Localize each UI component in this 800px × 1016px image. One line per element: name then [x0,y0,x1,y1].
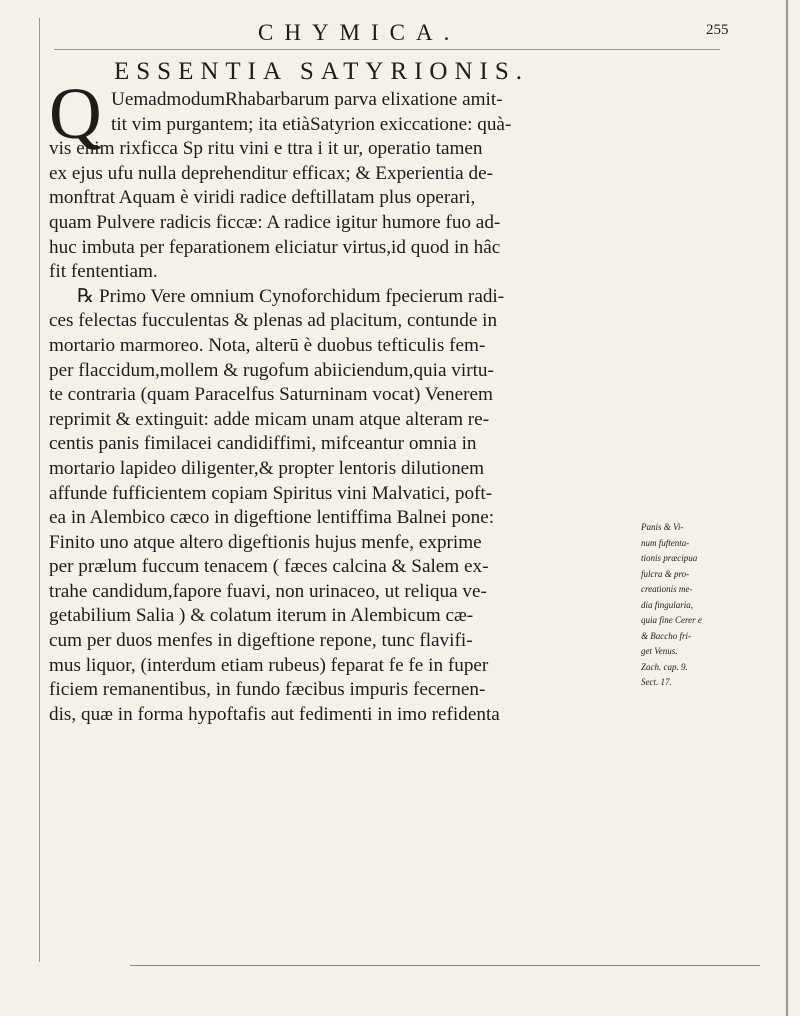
margin-note-line: get Venus. [641,646,678,656]
right-page-edge [786,0,788,1016]
body-text [49,88,631,727]
body-line: mus liquor, (interdum etiam rubeus) feparat fe fe in fuper [49,654,489,676]
body-line: per flaccidum,mollem & rugofum abiiciendum,quia virtu- [49,359,494,381]
body-line: ficiem remanentibus, in fundo fæcibus impuris fecernen- [49,679,486,701]
body-line: vis enim rixficca Sp ritu vini e ttra i it ur, operatio tamen [49,138,483,160]
page-number: 255 [706,22,729,38]
margin-note-line: dia fingularia, [641,599,694,610]
margin-note-line: tionis præcipua [641,553,698,563]
body-line: tit vim purgantem; ita etiàSatyrion exiccatione: quà- [111,113,512,135]
margin-note-line: Sect. 17. [641,677,672,687]
body-line: huc imbuta per feparationem eliciatur virtus,id quod in hâc [49,236,501,258]
margin-note-line: fulcra & pro- [641,568,690,579]
body-line: getabilium Salia ) & colatum iterum in Alembicum cæ- [49,605,474,627]
left-gutter-line [39,18,40,962]
running-header: CHYMICA. [258,20,461,45]
margin-note-line: & Baccho fri- [641,630,691,641]
body-line: fit fententiam. [49,261,158,283]
body-line: centis panis fimilacei candidiffimi, mifceantur omnia in [49,433,477,455]
header-underline [54,49,720,50]
body-line: ℞ Primo Vere omnium Cynoforchidum fpecierum radi- [77,285,505,307]
body-line: monftrat Aquam è viridi radice deftillatam plus operari, [49,187,476,209]
body-line: trahe candidum,fapore fuavi, non urinaceo, ut reliqua ve- [49,580,487,602]
body-line: quam Pulvere radicis ficcæ: A radice igitur humore fuo ad- [49,211,501,233]
body-line: UemadmodumRhabarbarum parva elixatione amit- [111,89,503,110]
body-line: mortario lapideo diligenter,& propter lentoris dilutionem [49,457,485,479]
body-line: mortario marmoreo. Nota, alterū è duobus tefticulis fem- [49,334,486,356]
body-line: per prælum fuccum tenacem ( fæces calcina & Salem ex- [49,556,489,578]
body-line: cum per duos menfes in digeftione repone, tunc flavifi- [49,630,473,652]
body-line: ex ejus ufu nulla deprehenditur efficax; & Experientia de- [49,162,493,184]
body-line: ea in Alembico cæco in digeftione lentiffima Balnei pone: [49,507,495,529]
body-line: dis, quæ in forma hypoftafis aut fedimenti in imo refidenta [49,703,500,725]
margin-note-line: creationis me- [641,584,693,594]
bottom-rule [130,965,760,966]
body-line: affunde fufficientem copiam Spiritus vini Malvatici, poft- [49,482,493,504]
section-title: ESSENTIA SATYRIONIS. [114,58,530,85]
body-line: ces felectas fucculentas & plenas ad placitum, contunde in [49,310,498,332]
margin-note-line: num fuftenta- [641,537,690,548]
margin-note-line: quia fine Cerer e [641,615,702,625]
margin-note-line: Zach. cap. 9. [641,661,688,672]
margin-note [641,520,733,691]
body-line: te contraria (quam Paracelfus Saturninam vocat) Venerem [49,384,493,406]
drop-cap: Q [49,73,102,154]
margin-note-line: Panis & Vi- [641,522,684,532]
body-line: Finito uno atque altero digeftionis hujus menfe, exprime [49,531,482,553]
body-line: reprimit & extinguit: adde micam unam atque alteram re- [49,408,490,430]
